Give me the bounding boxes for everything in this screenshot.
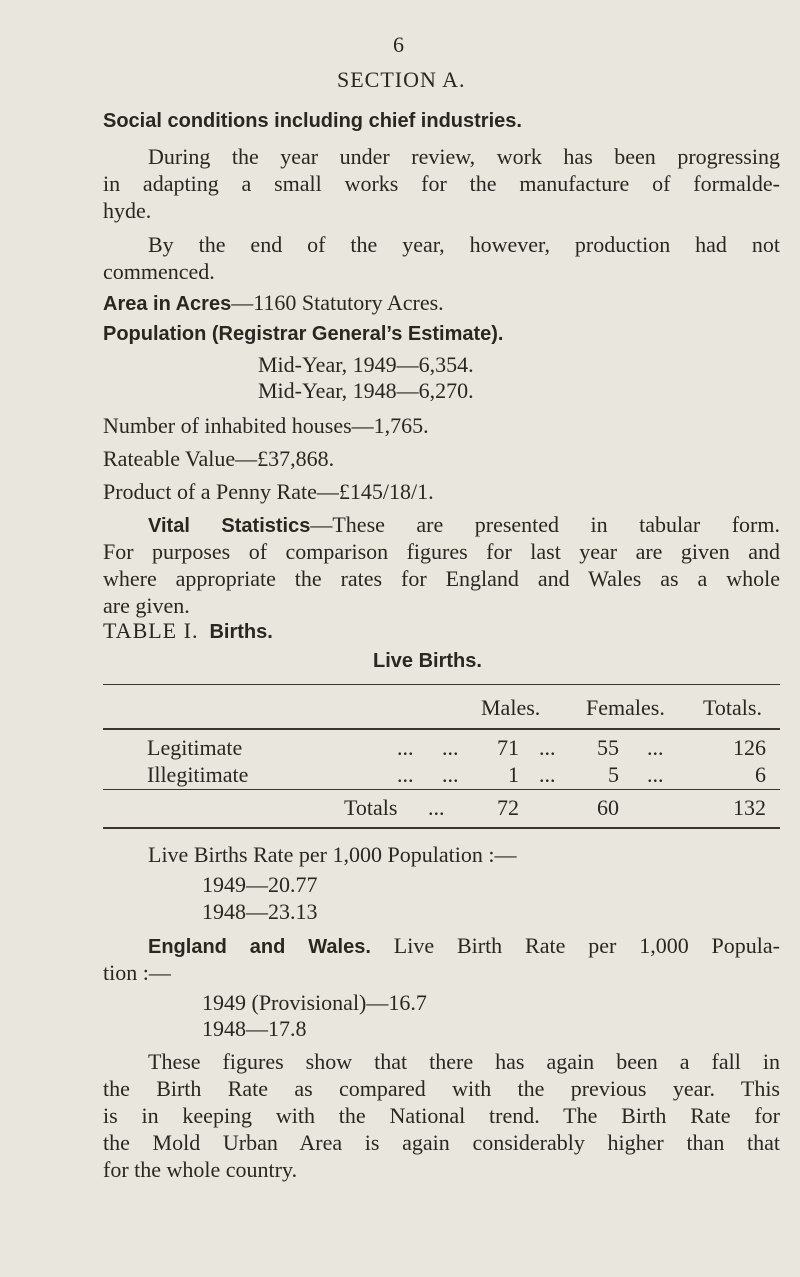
totals-rule [103,789,780,790]
cell-females: 5 [608,762,619,787]
table-top-rule [103,684,780,685]
england-text: Live Birth Rate per 1,000 Popula- [393,933,780,958]
header-males: Males. [481,695,541,720]
totals-totals: 132 [733,795,766,820]
area-label: Area in Acres [103,293,232,315]
england-1948: 1948—17.8 [202,1016,307,1041]
vital-text: —These are presented in tabular form. [310,512,780,537]
table-label [103,618,273,645]
cell-males: 71 [497,735,519,760]
population-heading: Population (Registrar General’s Estimate). [103,323,504,345]
rateable-value: Rateable Value—£37,868. [103,446,335,471]
vital-line4: are given. [103,593,190,618]
rate-1949: 1949—20.77 [202,872,318,897]
england-line2: tion :— [103,960,171,985]
row-dots: ... [539,735,556,760]
header-totals: Totals. [703,695,762,720]
conclusion-line1: These figures show that there has again been a fall in [148,1049,780,1074]
row-dots: ... [647,735,664,760]
penny-rate: Product of a Penny Rate—£145/18/1. [103,479,434,504]
inhabited-houses: Number of inhabited houses—1,765. [103,413,429,438]
page-number: 6 [393,32,404,57]
vital-label: Vital Statistics [148,515,311,537]
header-rule [103,728,780,730]
row-dots: ... [442,762,459,787]
subheading: Social conditions including chief industries. [103,110,522,132]
row-dots: ... [442,735,459,760]
row-dots: ... [647,762,664,787]
conclusion-line4: the Mold Urban Area is again considerably higher than that [103,1130,780,1155]
row-dots: ... [397,762,414,787]
cell-totals: 126 [733,735,766,760]
para1-line3: hyde. [103,198,152,223]
row-label: Legitimate [147,735,243,760]
totals-dots: ... [428,795,445,820]
totals-males: 72 [497,795,519,820]
para1-line2: in adapting a small works for the manufacture of formalde- [103,171,780,196]
para1-line1: During the year under review, work has been progressing [148,144,780,169]
area-line [103,290,444,317]
totals-label: Totals [344,795,398,820]
area-value: —1160 Statutory Acres. [231,290,444,315]
para2-line1: By the end of the year, however, production had not [148,232,780,257]
conclusion-line2: the Birth Rate as compared with the previous year. This [103,1076,780,1101]
cell-females: 55 [597,735,619,760]
para2-line2: commenced. [103,259,215,284]
conclusion-line3: is in keeping with the National trend. The Birth Rate for [103,1103,780,1128]
england-line1 [148,933,780,960]
rate-heading: Live Births Rate per 1,000 Population :— [148,842,517,867]
row-dots: ... [539,762,556,787]
conclusion-line5: for the whole country. [103,1157,298,1182]
cell-totals: 6 [755,762,766,787]
vital-line3: where appropriate the rates for England and Wales as a whole [103,566,780,591]
table-number: TABLE I. [103,618,199,643]
table-bottom-rule [103,827,780,829]
population-1949: Mid-Year, 1949—6,354. [258,352,474,377]
population-1948: Mid-Year, 1948—6,270. [258,378,474,403]
vital-line1 [148,512,780,539]
row-dots: ... [397,735,414,760]
rate-1948: 1948—23.13 [202,899,318,924]
england-label: England and Wales. [148,936,371,958]
header-females: Females. [586,695,665,720]
table-title: Births. [209,621,273,643]
section-heading: SECTION A. [337,67,466,92]
vital-line2: For purposes of comparison figures for last year are given and [103,539,780,564]
cell-males: 1 [508,762,519,787]
totals-females: 60 [597,795,619,820]
row-label: Illegitimate [147,762,249,787]
table-caption: Live Births. [373,650,482,672]
england-1949: 1949 (Provisional)—16.7 [202,990,427,1015]
